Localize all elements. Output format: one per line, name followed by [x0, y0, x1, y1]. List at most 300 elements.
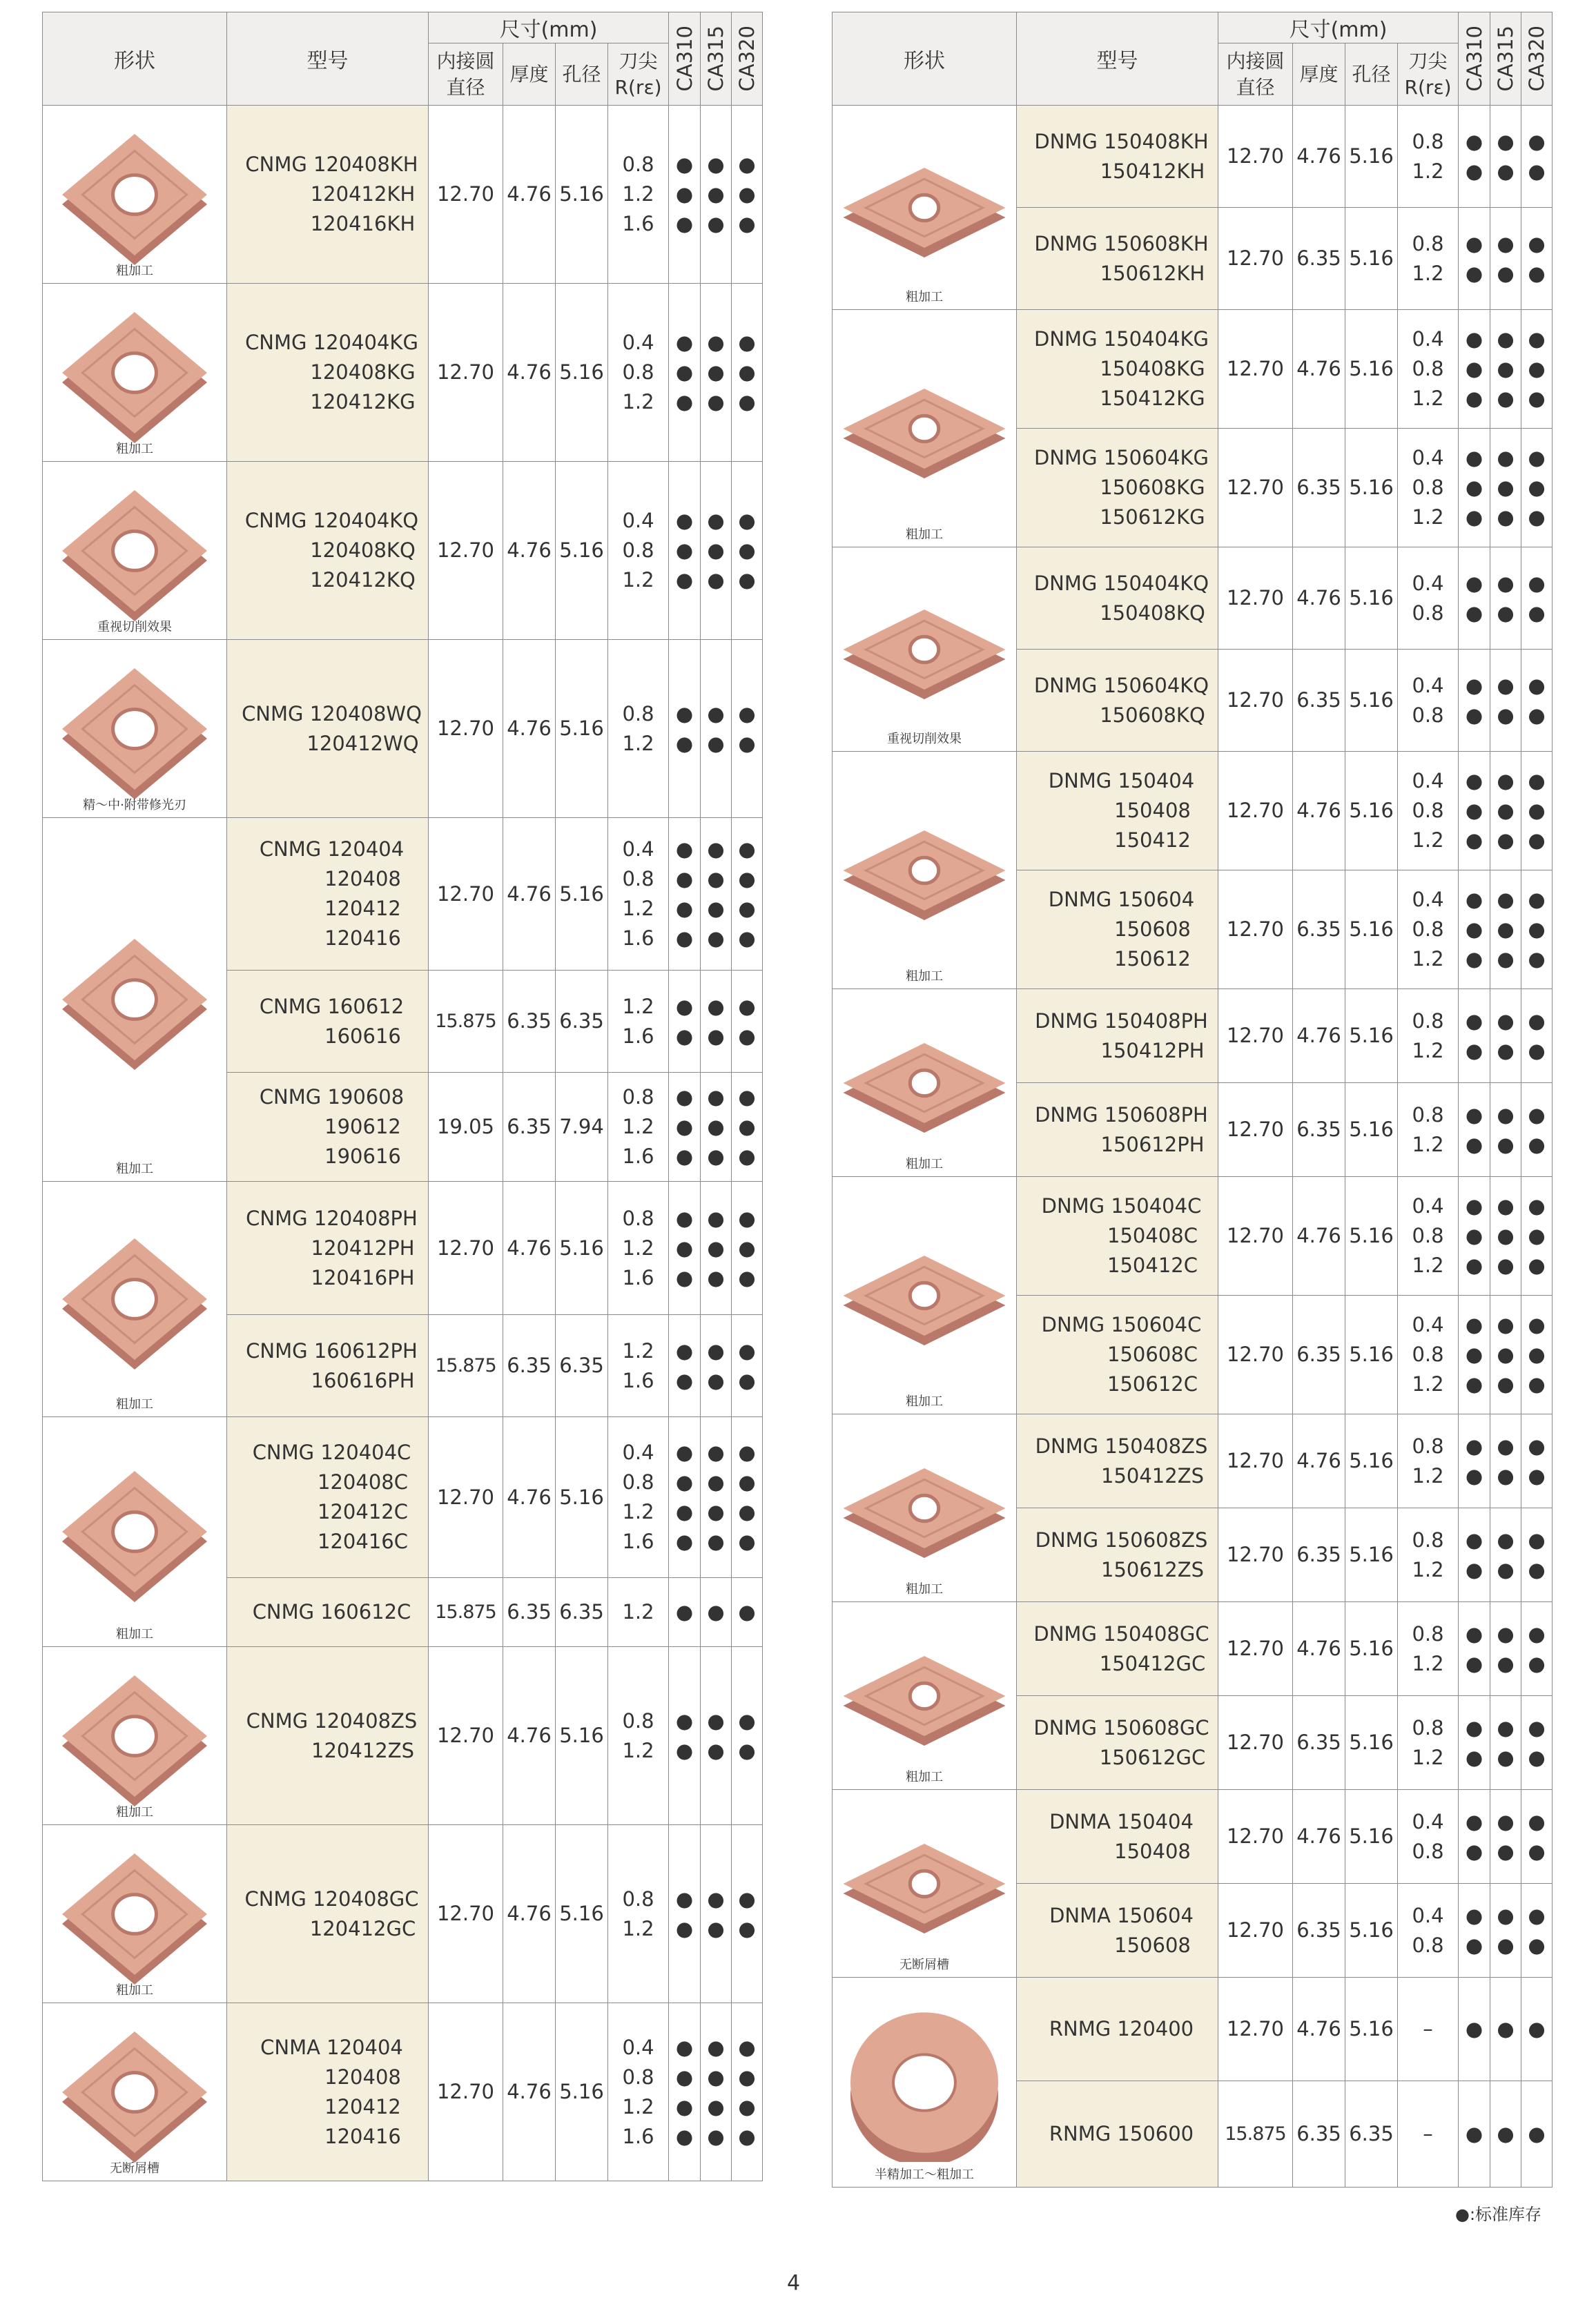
stock-dot: ●: [707, 2124, 725, 2148]
model-number: 150408KG: [1100, 357, 1205, 380]
model-number: CNMG 120404C: [252, 1441, 411, 1464]
stock-cell-ca315: [1490, 1978, 1521, 2081]
model-number: CNMG 120408GC: [244, 1887, 419, 1911]
stock-cell-ca315: [701, 640, 732, 818]
stock-cell-ca315: [1490, 989, 1521, 1083]
stock-cell-ca310: [1459, 650, 1490, 752]
stock-dot: ●: [1465, 1434, 1483, 1458]
stock-dot: ●: [707, 897, 725, 920]
stock-dot: ●: [707, 212, 725, 235]
corner-radius-cell: [1398, 429, 1459, 547]
corner-radius-value: 0.8: [622, 360, 654, 384]
stock-dot: ●: [738, 1024, 756, 1048]
stock-cell-ca315: [701, 1315, 732, 1417]
application-label: 粗加工: [116, 1983, 153, 1998]
corner-radius-value: 0.8: [1412, 1102, 1444, 1127]
thickness-value: 6.35: [503, 1578, 556, 1647]
stock-dot: ●: [1465, 505, 1483, 529]
stock-dot: ●: [1497, 1839, 1515, 1863]
stock-dot: ●: [1528, 446, 1546, 469]
model-number: 120416: [324, 926, 401, 950]
model-cell: [227, 1417, 429, 1578]
corner-radius-cell: [608, 2003, 669, 2181]
stock-dot: ●: [1465, 571, 1483, 595]
stock-dot: ●: [1465, 1038, 1483, 1062]
stock-cell-ca310: [1459, 1602, 1490, 1696]
stock-dot: ●: [1528, 231, 1546, 255]
stock-dot: ●: [1465, 769, 1483, 792]
stock-cell-ca315: [1490, 650, 1521, 752]
model-number: 120412GC: [309, 1916, 416, 1940]
corner-radius-value: 1.2: [1412, 947, 1444, 971]
stock-dot: ●: [675, 1470, 694, 1494]
thickness-value: 4.76: [503, 1825, 556, 2003]
stock-dot: ●: [1465, 2017, 1483, 2040]
model-number: 160616PH: [311, 1368, 415, 1392]
hole-diameter-value: 6.35: [1345, 2081, 1398, 2188]
stock-dot: ●: [1497, 673, 1515, 697]
stock-dot: ●: [707, 1265, 725, 1289]
corner-radius-value: 1.6: [622, 1530, 654, 1553]
stock-dot: ●: [1465, 673, 1483, 697]
stock-dot: ●: [1497, 1434, 1515, 1458]
stock-dot: ●: [738, 1206, 756, 1230]
corner-radius-value: 0.8: [1412, 231, 1444, 255]
model-number: CNMG 160612C: [252, 1600, 411, 1624]
thickness-value: 4.76: [503, 1647, 556, 1825]
stock-dot: ●: [675, 867, 694, 890]
left-catalog-table: [42, 12, 763, 2181]
corner-radius-value: 0.4: [1412, 1194, 1444, 1218]
stock-cell-ca320: [1521, 650, 1553, 752]
stock-cell-ca310: [1459, 1083, 1490, 1177]
corner-radius-value: 0.8: [622, 1887, 654, 1911]
stock-dot: ●: [738, 731, 756, 755]
model-number: 150412PH: [1100, 1038, 1205, 1062]
thickness-value: 6.35: [503, 971, 556, 1073]
insert-illustration: [48, 2017, 221, 2167]
corner-radius-value: 1.2: [622, 1738, 654, 1762]
stock-dot: ●: [707, 731, 725, 755]
stock-dot: ●: [707, 390, 725, 413]
hole-diameter-value: 5.16: [1345, 1978, 1398, 2081]
corner-radius-value: 0.8: [1412, 1224, 1444, 1247]
stock-dot: ●: [738, 897, 756, 920]
thickness-value: 6.35: [1293, 1083, 1345, 1177]
insert-shape: [833, 1177, 1017, 1414]
thickness-value: 4.76: [1293, 1790, 1345, 1884]
stock-cell-ca320: [1521, 1696, 1553, 1790]
stock-dot: ●: [707, 926, 725, 950]
corner-radius-value: 1.2: [1412, 1372, 1444, 1396]
stock-dot: ●: [1528, 1651, 1546, 1675]
stock-dot: ●: [1465, 1621, 1483, 1646]
corner-radius-cell: [1398, 989, 1459, 1083]
stock-cell-ca310: [1459, 870, 1490, 989]
model-number: CNMG 120404: [259, 837, 405, 861]
insert-illustration: [838, 128, 1011, 287]
stock-dot: ●: [1465, 231, 1483, 255]
stock-dot: ●: [675, 701, 694, 725]
stock-dot: ●: [675, 1708, 694, 1733]
model-number: 120408: [324, 2065, 401, 2089]
model-number: 150612: [1114, 947, 1191, 971]
stock-dot: ●: [738, 182, 756, 206]
stock-dot: ●: [1465, 917, 1483, 941]
hole-diameter-value: 5.16: [556, 462, 608, 640]
stock-dot: ●: [1497, 888, 1515, 911]
stock-dot: ●: [1465, 1715, 1483, 1740]
stock-dot: ●: [707, 1115, 725, 1138]
inscribed-circle-value: 12.70: [1218, 752, 1293, 870]
corner-radius-cell: [608, 106, 669, 284]
application-label: 粗加工: [906, 527, 943, 542]
header-dimensions: 尺寸(mm): [1218, 12, 1459, 43]
stock-dot: ●: [1465, 703, 1483, 727]
model-number: 120416C: [318, 1530, 408, 1553]
stock-dot: ●: [1465, 476, 1483, 499]
stock-dot: ●: [1528, 917, 1546, 941]
stock-cell-ca310: [1459, 1790, 1490, 1884]
stock-dot: ●: [1528, 828, 1546, 852]
application-label: 粗加工: [906, 1582, 943, 1597]
insert-shape: [43, 106, 227, 284]
stock-dot: ●: [1528, 2122, 1546, 2145]
stock-dot: ●: [1528, 1745, 1546, 1769]
thickness-value: 4.76: [503, 462, 556, 640]
stock-dot: ●: [1497, 1903, 1515, 1927]
corner-radius-value: 1.2: [1412, 1745, 1444, 1769]
header-grade-ca320: CA320: [732, 12, 763, 106]
stock-dot: ●: [707, 2094, 725, 2118]
stock-cell-ca320: [732, 2003, 763, 2181]
header-model: 型号: [227, 12, 429, 106]
stock-dot: ●: [707, 994, 725, 1018]
insert-illustration: [838, 791, 1011, 950]
model-cell: [1017, 989, 1218, 1083]
stock-dot: ●: [1465, 1745, 1483, 1769]
stock-cell-ca320: [1521, 1790, 1553, 1884]
inscribed-circle-value: 12.70: [1218, 1083, 1293, 1177]
model-number: 120412: [324, 2094, 401, 2118]
application-label: 粗加工: [116, 264, 153, 278]
stock-dot: ●: [707, 1530, 725, 1553]
stock-cell-ca310: [669, 1578, 701, 1647]
hole-diameter-value: 5.16: [556, 1182, 608, 1315]
inscribed-circle-value: 12.70: [1218, 106, 1293, 208]
header-grade-ca315: CA315: [1490, 12, 1521, 106]
insert-illustration: [838, 1429, 1011, 1588]
inscribed-circle-value: 15.875: [429, 1315, 503, 1417]
stock-dot: ●: [707, 1600, 725, 1624]
model-number: DNMA 150404: [1049, 1809, 1194, 1833]
model-cell: [1017, 1884, 1218, 1978]
corner-radius-value: 0.8: [622, 867, 654, 890]
table-row: [833, 547, 1553, 650]
insert-illustration: [838, 1804, 1011, 1963]
corner-radius-cell: [1398, 650, 1459, 752]
stock-cell-ca310: [1459, 547, 1490, 650]
corner-radius-cell: [608, 1647, 669, 1825]
stock-dot: ●: [1497, 327, 1515, 351]
inscribed-circle-value: 12.70: [1218, 1414, 1293, 1508]
stock-dot: ●: [707, 1236, 725, 1260]
inscribed-circle-value: 15.875: [429, 971, 503, 1073]
stock-dot: ●: [738, 1916, 756, 1940]
corner-radius-value: 0.8: [1412, 476, 1444, 499]
model-cell: [227, 1182, 429, 1315]
model-number: DNMG 150608PH: [1035, 1102, 1208, 1127]
hole-diameter-value: 5.16: [1345, 429, 1398, 547]
stock-dot: ●: [1497, 476, 1515, 499]
corner-radius-value: 0.8: [622, 1470, 654, 1494]
stock-dot: ●: [738, 1265, 756, 1289]
stock-cell-ca320: [1521, 1508, 1553, 1602]
model-number: 150612KH: [1100, 261, 1205, 285]
insert-illustration: [838, 349, 1011, 508]
thickness-value: 6.35: [1293, 429, 1345, 547]
stock-dot: ●: [675, 1368, 694, 1392]
inscribed-circle-value: 12.70: [1218, 547, 1293, 650]
corner-radius-value: 1.2: [622, 1236, 654, 1260]
application-label: 半精加工～粗加工: [875, 2167, 974, 2182]
stock-dot: ●: [1465, 947, 1483, 971]
stock-cell-ca320: [732, 1315, 763, 1417]
model-number: 190616: [324, 1144, 401, 1168]
application-label: 粗加工: [116, 1627, 153, 1641]
stock-dot: ●: [1528, 357, 1546, 380]
inscribed-circle-value: 12.70: [429, 640, 503, 818]
stock-dot: ●: [1497, 1528, 1515, 1552]
model-number: CNMG 160612PH: [246, 1338, 418, 1363]
header-thickness: 厚度: [1293, 43, 1345, 106]
stock-cell-ca310: [669, 971, 701, 1073]
stock-cell-ca315: [1490, 547, 1521, 650]
stock-dot: ●: [738, 994, 756, 1018]
model-number: 120412KG: [310, 390, 416, 413]
stock-dot: ●: [707, 867, 725, 890]
stock-dot: ●: [1528, 1557, 1546, 1581]
corner-radius-value: 1.2: [1412, 828, 1444, 852]
stock-dot: ●: [738, 2035, 756, 2059]
stock-cell-ca320: [732, 462, 763, 640]
inscribed-circle-value: 12.70: [1218, 429, 1293, 547]
stock-dot: ●: [1528, 1038, 1546, 1062]
corner-radius-cell: [1398, 310, 1459, 429]
stock-dot: ●: [1528, 2017, 1546, 2040]
corner-radius-value: 1.6: [622, 1024, 654, 1048]
corner-radius-cell: [608, 640, 669, 818]
corner-radius-value: 0.8: [1412, 703, 1444, 727]
stock-cell-ca320: [1521, 989, 1553, 1083]
stock-dot: ●: [1465, 828, 1483, 852]
stock-cell-ca315: [1490, 1083, 1521, 1177]
corner-radius-value: 0.4: [622, 509, 654, 532]
model-number: DNMG 150408PH: [1035, 1009, 1208, 1033]
insert-illustration: [48, 920, 221, 1079]
stock-dot: ●: [1497, 1621, 1515, 1646]
stock-dot: ●: [707, 1738, 725, 1762]
stock-dot: ●: [1497, 387, 1515, 410]
stock-dot: ●: [707, 1338, 725, 1363]
corner-radius-value: 1.2: [1412, 261, 1444, 285]
stock-cell-ca315: [701, 971, 732, 1073]
model-number: 120412C: [318, 1500, 408, 1523]
stock-dot: ●: [738, 538, 756, 562]
stock-dot: ●: [707, 509, 725, 532]
model-number: 150412ZS: [1101, 1463, 1204, 1488]
corner-radius-cell: [1398, 752, 1459, 870]
stock-cell-ca315: [1490, 106, 1521, 208]
stock-dot: ●: [1497, 1463, 1515, 1488]
stock-dot: ●: [1497, 947, 1515, 971]
header-thickness: 厚度: [503, 43, 556, 106]
stock-dot: ●: [1497, 1557, 1515, 1581]
stock-dot: ●: [738, 212, 756, 235]
stock-cell-ca315: [701, 1417, 732, 1578]
stock-dot: ●: [675, 360, 694, 384]
model-number: CNMA 120404: [260, 2035, 403, 2059]
stock-dot: ●: [1497, 1038, 1515, 1062]
stock-dot: ●: [1528, 1528, 1546, 1552]
corner-radius-value: 0.4: [1412, 769, 1444, 792]
stock-dot: ●: [738, 331, 756, 354]
stock-dot: ●: [1528, 476, 1546, 499]
insert-shape: [833, 752, 1017, 989]
inscribed-circle-value: 12.70: [1218, 208, 1293, 310]
stock-dot: ●: [1465, 1372, 1483, 1396]
stock-dot: ●: [707, 1916, 725, 1940]
model-cell: [1017, 752, 1218, 870]
corner-radius-value: 0.4: [1412, 1809, 1444, 1833]
corner-radius-cell: [1398, 1177, 1459, 1296]
stock-dot: ●: [707, 1144, 725, 1168]
stock-cell-ca310: [1459, 1177, 1490, 1296]
table-row: [833, 752, 1553, 870]
hole-diameter-value: 5.16: [1345, 1296, 1398, 1414]
table-row: [833, 1790, 1553, 1884]
stock-cell-ca320: [732, 106, 763, 284]
model-number: 150412C: [1107, 1254, 1198, 1277]
hole-diameter-value: 5.16: [556, 640, 608, 818]
stock-cell-ca310: [669, 1182, 701, 1315]
inscribed-circle-value: 12.70: [1218, 1296, 1293, 1414]
stock-dot: ●: [1465, 1528, 1483, 1552]
table-row: [43, 284, 763, 462]
corner-radius-value: 1.2: [1412, 1132, 1444, 1156]
stock-cell-ca320: [1521, 310, 1553, 429]
insert-illustration: [48, 476, 221, 626]
thickness-value: 4.76: [1293, 106, 1345, 208]
stock-dot: ●: [1465, 601, 1483, 625]
model-number: DNMG 150408GC: [1033, 1621, 1209, 1646]
header-inscribed-circle: 内接圆 直径: [1218, 43, 1293, 106]
stock-dot: ●: [675, 538, 694, 562]
thickness-value: 4.76: [1293, 547, 1345, 650]
stock-dot: ●: [1465, 888, 1483, 911]
stock-dot: ●: [675, 1206, 694, 1230]
thickness-value: 4.76: [1293, 989, 1345, 1083]
stock-dot: ●: [1528, 505, 1546, 529]
model-number: DNMG 150604KQ: [1033, 673, 1209, 697]
hole-diameter-value: 5.16: [1345, 989, 1398, 1083]
stock-dot: ●: [675, 994, 694, 1018]
model-number: DNMG 150408ZS: [1035, 1434, 1208, 1458]
model-cell: [227, 1315, 429, 1417]
stock-cell-ca320: [1521, 547, 1553, 650]
stock-cell-ca320: [732, 1182, 763, 1315]
stock-dot: ●: [1497, 1132, 1515, 1156]
insert-illustration: [838, 2003, 1011, 2162]
stock-cell-ca320: [732, 1417, 763, 1578]
corner-radius-cell: [608, 462, 669, 640]
stock-cell-ca320: [732, 1825, 763, 2003]
header-shape: 形状: [833, 12, 1017, 106]
insert-shape: [43, 2003, 227, 2181]
corner-radius-value: 1.6: [622, 1368, 654, 1392]
stock-dot: ●: [1528, 387, 1546, 410]
corner-radius-cell: [608, 1182, 669, 1315]
table-row: [833, 989, 1553, 1083]
stock-cell-ca315: [1490, 1884, 1521, 1978]
corner-radius-value: 0.4: [1412, 1313, 1444, 1336]
insert-shape: [833, 547, 1017, 752]
inscribed-circle-value: 12.70: [429, 1647, 503, 1825]
stock-dot: ●: [738, 1708, 756, 1733]
stock-dot: ●: [675, 331, 694, 354]
model-cell: [227, 106, 429, 284]
inscribed-circle-value: 12.70: [1218, 989, 1293, 1083]
thickness-value: 6.35: [1293, 870, 1345, 989]
table-row: [833, 106, 1553, 208]
corner-radius-value: 1.2: [622, 2094, 654, 2118]
stock-cell-ca310: [1459, 208, 1490, 310]
stock-dot: ●: [1465, 1343, 1483, 1366]
application-label: 重视切削效果: [887, 732, 962, 746]
hole-diameter-value: 5.16: [556, 818, 608, 971]
stock-dot: ●: [738, 867, 756, 890]
stock-dot: ●: [1528, 1903, 1546, 1927]
stock-cell-ca310: [1459, 310, 1490, 429]
model-number: DNMG 150408KH: [1034, 129, 1209, 153]
model-number: DNMG 150604KG: [1034, 446, 1209, 469]
stock-dot: ●: [1528, 1933, 1546, 1957]
stock-cell-ca320: [1521, 429, 1553, 547]
stock-legend: ●:标准库存: [1455, 2205, 1542, 2224]
application-label: 粗加工: [116, 1162, 153, 1176]
stock-dot: ●: [1497, 261, 1515, 285]
application-label: 粗加工: [116, 1397, 153, 1412]
table-row: [43, 1825, 763, 2003]
inscribed-circle-value: 12.70: [429, 1182, 503, 1315]
hole-diameter-value: 5.16: [1345, 1884, 1398, 1978]
stock-dot: ●: [738, 1470, 756, 1494]
thickness-value: 6.35: [1293, 1508, 1345, 1602]
thickness-value: 4.76: [1293, 752, 1345, 870]
insert-shape: [43, 640, 227, 818]
corner-radius-value: 1.2: [1412, 505, 1444, 529]
stock-dot: ●: [1497, 1809, 1515, 1833]
stock-cell-ca320: [732, 971, 763, 1073]
corner-radius-value: –: [1423, 2122, 1433, 2145]
stock-dot: ●: [738, 1085, 756, 1109]
corner-radius-cell: [1398, 1296, 1459, 1414]
stock-dot: ●: [707, 1368, 725, 1392]
corner-radius-value: 0.8: [1412, 1434, 1444, 1458]
inscribed-circle-value: 12.70: [1218, 310, 1293, 429]
stock-dot: ●: [1528, 571, 1546, 595]
stock-dot: ●: [675, 1600, 694, 1624]
